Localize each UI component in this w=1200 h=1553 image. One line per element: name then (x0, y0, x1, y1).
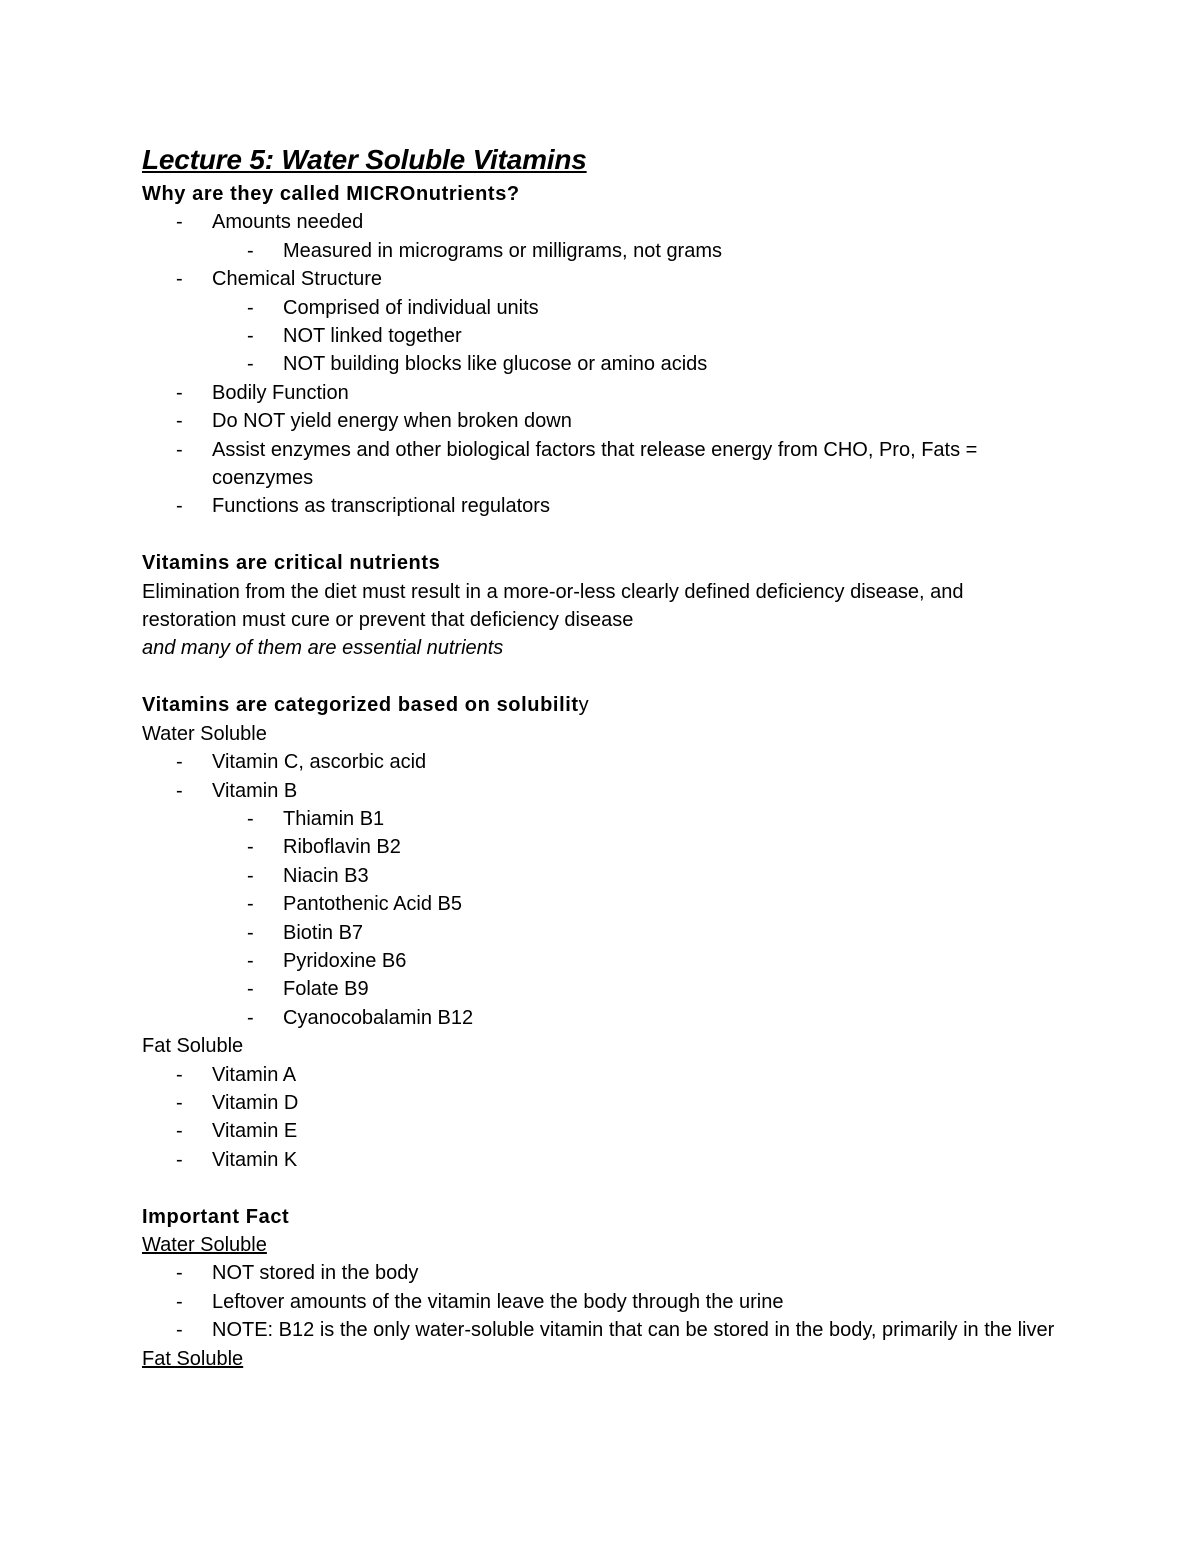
list-item (142, 1061, 1062, 1089)
spacer (142, 1174, 1062, 1202)
list-item-text: Biotin B7 (283, 921, 364, 944)
document-page (142, 142, 1062, 1373)
list-item-text: Cyanocobalamin B12 (283, 1006, 474, 1029)
water-soluble-subheading: Water Soluble (142, 1233, 267, 1256)
list-item (142, 1117, 1062, 1145)
list-item-text: Comprised of individual units (283, 296, 539, 319)
section-heading-critical-nutrients: Vitamins are critical nutrients (142, 552, 441, 575)
list-item-text: Vitamin B (212, 779, 298, 802)
water-soluble-list (142, 748, 1062, 805)
list-item (142, 748, 1062, 776)
list-item-text: Do NOT yield energy when broken down (212, 410, 572, 433)
list-item (142, 436, 1062, 493)
list-item-text: Thiamin B1 (283, 807, 385, 830)
list-item (142, 862, 1062, 890)
micronutrients-list (142, 208, 1062, 236)
list-item-text: NOT linked together (283, 325, 462, 348)
list-item-text: Leftover amounts of the vitamin leave the body through the urine (212, 1290, 784, 1313)
paragraph: Elimination from the diet must result in a more-or-less clearly defined deficiency disease, and restoration must cure or prevent that deficiency disease (142, 580, 964, 632)
list-item (142, 947, 1062, 975)
list-item-text: Vitamin K (212, 1148, 298, 1171)
list-item-text: Vitamin A (212, 1063, 297, 1086)
list-item (142, 975, 1062, 1003)
spacer (142, 521, 1062, 549)
list-item (142, 1316, 1062, 1344)
page-title: Lecture 5: Water Soluble Vitamins (142, 144, 587, 175)
section-heading-micronutrients: Why are they called MICROnutrients? (142, 183, 520, 205)
amounts-sublist (142, 237, 1062, 265)
heading-tail: y (578, 694, 589, 717)
list-item-text: Pyridoxine B6 (283, 949, 407, 972)
list-item-text: Vitamin D (212, 1091, 299, 1114)
list-item-text: Niacin B3 (283, 864, 369, 887)
list-item-text: Measured in micrograms or milligrams, not grams (283, 239, 723, 262)
vitamin-b-sublist (142, 805, 1062, 1032)
list-item-text: Assist enzymes and other biological factors that release energy from CHO, Pro, Fats = coenzymes (212, 438, 978, 490)
spacer (142, 663, 1062, 691)
list-item-text: NOT stored in the body (212, 1262, 419, 1285)
list-item-text: Vitamin E (212, 1120, 298, 1143)
list-item (142, 1089, 1062, 1117)
list-item (142, 919, 1062, 947)
list-item (142, 833, 1062, 861)
list-item (142, 379, 1062, 407)
heading-bold-part: Vitamins are categorized based on solubilit (142, 694, 579, 717)
list-item (142, 777, 1062, 805)
chemical-sublist (142, 294, 1062, 379)
micronutrients-list (142, 379, 1062, 521)
list-item (142, 805, 1062, 833)
list-item (142, 265, 1062, 293)
list-item-text: NOTE: B12 is the only water-soluble vitamin that can be stored in the body, primarily in the liver (212, 1319, 1055, 1342)
list-item-text: Pantothenic Acid B5 (283, 893, 463, 916)
list-item (142, 1004, 1062, 1032)
list-item-text: Vitamin C, ascorbic acid (212, 751, 427, 774)
list-item-text: Riboflavin B2 (283, 836, 401, 859)
list-item-text: Folate B9 (283, 978, 369, 1001)
list-item (142, 350, 1062, 378)
list-item (142, 890, 1062, 918)
fat-soluble-subheading: Fat Soluble (142, 1347, 244, 1370)
list-item (142, 322, 1062, 350)
italic-note: and many of them are essential nutrients (142, 637, 504, 660)
list-item-text: Amounts needed (212, 211, 364, 234)
list-item (142, 1288, 1062, 1316)
list-item-text: Bodily Function (212, 381, 349, 404)
list-item (142, 294, 1062, 322)
water-soluble-label: Water Soluble (142, 722, 267, 745)
list-item-text: NOT building blocks like glucose or amino acids (283, 353, 708, 376)
list-item (142, 407, 1062, 435)
list-item (142, 208, 1062, 236)
fat-soluble-list (142, 1061, 1062, 1175)
micronutrients-list (142, 265, 1062, 293)
section-heading-important-fact: Important Fact (142, 1205, 290, 1228)
list-item (142, 237, 1062, 265)
list-item (142, 1259, 1062, 1287)
list-item (142, 492, 1062, 520)
list-item-text: Functions as transcriptional regulators (212, 495, 550, 518)
section-heading-solubility (142, 691, 1062, 719)
list-item (142, 1146, 1062, 1174)
fat-soluble-label: Fat Soluble (142, 1035, 244, 1058)
water-soluble-facts-list (142, 1259, 1062, 1344)
list-item-text: Chemical Structure (212, 268, 383, 291)
